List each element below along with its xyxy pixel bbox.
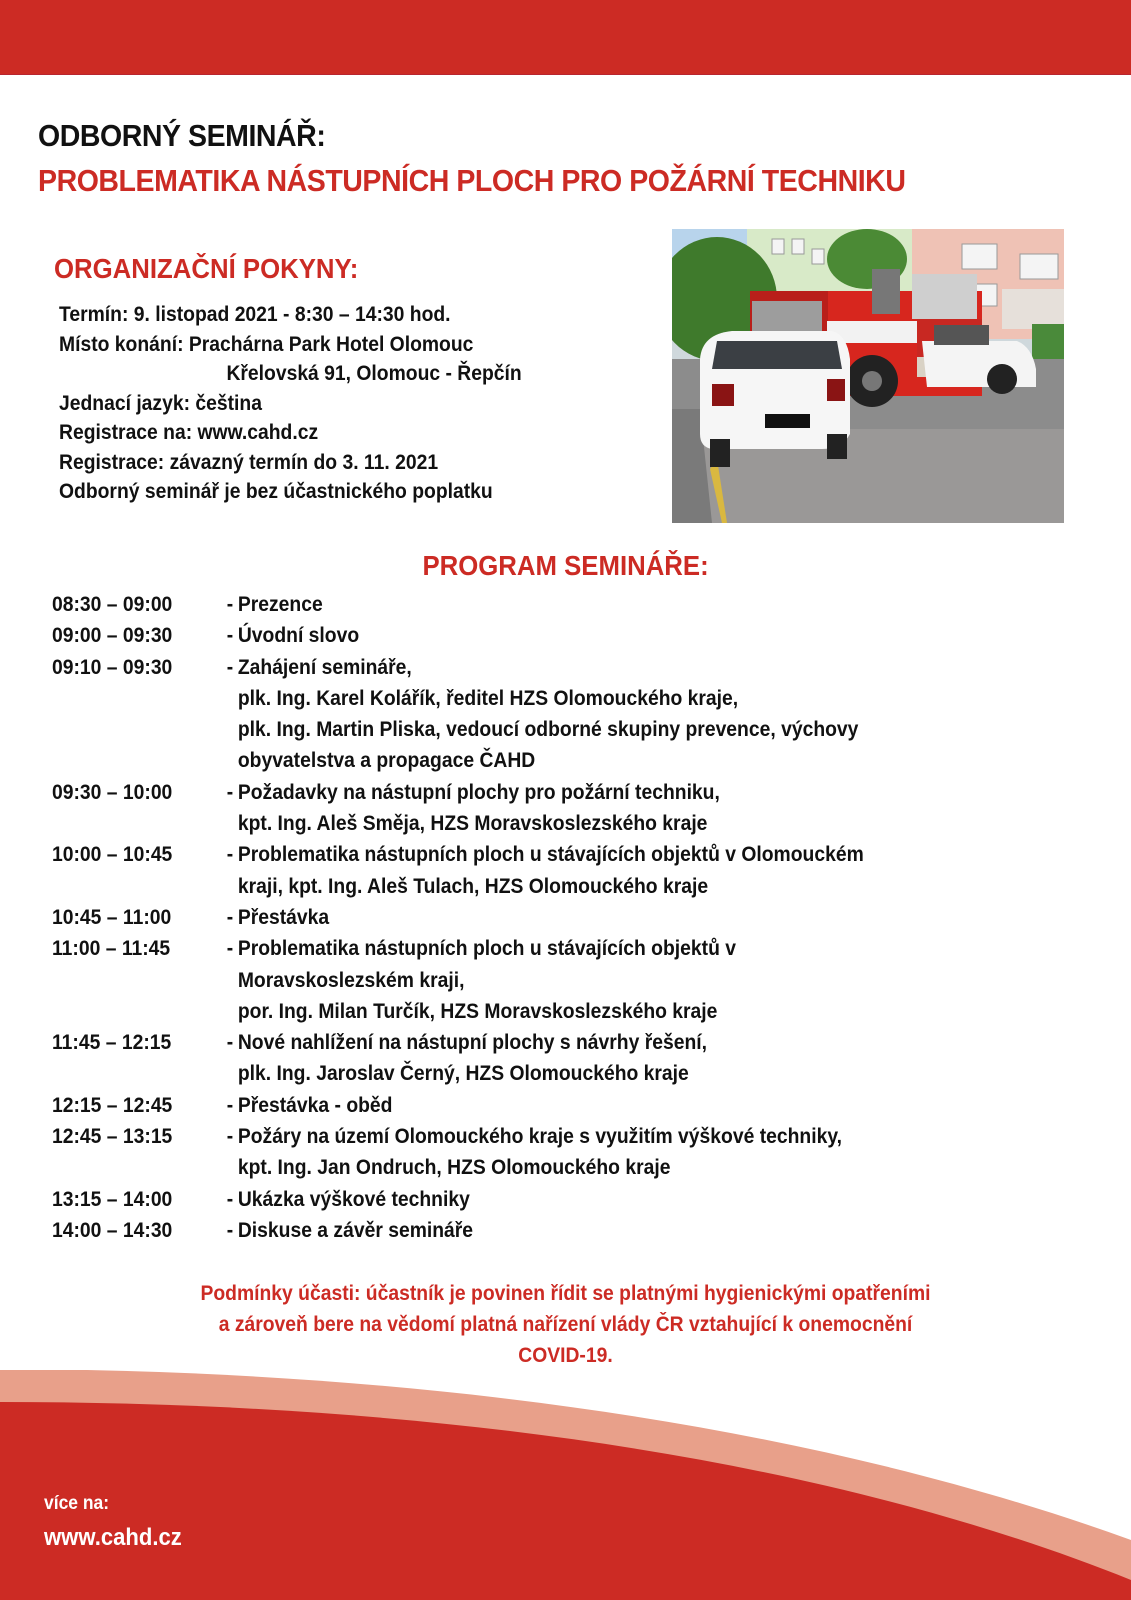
program-item-separator: -: [226, 1218, 234, 1242]
program-item-description: [238, 902, 329, 933]
program-item-description: [238, 620, 359, 651]
program-item-separator: -: [226, 843, 234, 867]
program-item: [52, 902, 864, 933]
program-item-time: 08:30 – 09:00: [52, 593, 173, 616]
program-item-line: Prezence: [237, 593, 323, 616]
program-item-separator: -: [226, 655, 234, 679]
program-item-line: Problematika nástupních ploch u stávajících objektů v: [237, 937, 736, 961]
program-item-time: 12:45 – 13:15: [52, 1125, 173, 1149]
program-item-separator: -: [226, 1031, 234, 1055]
program-item-line: Úvodní slovo: [237, 624, 360, 648]
top-red-band: [0, 0, 1131, 75]
program-item-separator: -: [226, 905, 234, 929]
program-item-description: [238, 589, 323, 620]
program-item-line: Přestávka: [237, 905, 330, 929]
program-item-line: plk. Ing. Martin Pliska, vedoucí odborné skupiny prevence, výchovy: [237, 718, 859, 742]
program-list: [52, 589, 864, 1246]
program-item-time: 10:00 – 10:45: [52, 843, 173, 867]
program-item-line: Požáry na území Olomouckého kraje s využitím výškové techniky,: [237, 1125, 843, 1149]
program-item: [52, 839, 864, 902]
program-item: [52, 1027, 864, 1090]
program-item-separator: -: [226, 780, 234, 804]
program-item-separator: -: [226, 1187, 234, 1211]
program-item-line: Ukázka výškové techniky: [237, 1187, 470, 1211]
program-item-time: 09:30 – 10:00: [52, 780, 173, 804]
program-heading: [0, 550, 1131, 582]
program-item-line: plk. Ing. Jaroslav Černý, HZS Olomouckého kraje: [237, 1062, 689, 1086]
org-line-registration-deadline: Registrace: závazný termín do 3. 11. 2021: [59, 450, 439, 474]
participation-conditions: [0, 1278, 1131, 1371]
program-item-line: por. Ing. Milan Turčík, HZS Moravskoslezského kraje: [237, 999, 718, 1023]
program-item-time: 14:00 – 14:30: [52, 1218, 173, 1242]
program-item: [52, 1090, 864, 1121]
program-item-line: kpt. Ing. Aleš Směja, HZS Moravskoslezského kraje: [237, 812, 708, 836]
program-item-line: Přestávka - oběd: [237, 1093, 393, 1117]
program-item-line: Zahájení semináře,: [237, 655, 412, 679]
program-item-description: [238, 1090, 393, 1121]
program-item-line: plk. Ing. Karel Kolářík, ředitel HZS Olomouckého kraje,: [237, 686, 739, 710]
program-item: [52, 933, 864, 1027]
program-item-separator: -: [226, 624, 234, 648]
footer-url-link[interactable]: www.cahd.cz: [44, 1524, 182, 1551]
org-line-fee: Odborný seminář je bez účastnického poplatku: [59, 480, 493, 503]
program-item-description: [238, 652, 859, 777]
org-line-language: Jednací jazyk: čeština: [59, 391, 262, 415]
program-item-description: [238, 1027, 707, 1090]
conditions-line-1: Podmínky účasti: účastník je povinen řídit se platnými hygienickými opatřeními: [200, 1282, 931, 1305]
program-item-description: [238, 839, 864, 902]
title-line-2: PROBLEMATIKA NÁSTUPNÍCH PLOCH PRO POŽÁRNÍ TECHNIKU: [38, 163, 906, 198]
program-item-line: Požadavky na nástupní plochy pro požární techniku,: [237, 780, 720, 804]
program-item-time: 09:00 – 09:30: [52, 624, 173, 648]
program-item-time: 11:45 – 12:15: [52, 1031, 172, 1055]
program-item: [52, 1121, 864, 1184]
program-item-line: Diskuse a závěr semináře: [237, 1218, 474, 1242]
fire-truck-photo: [672, 229, 1064, 523]
program-item-description: [238, 1184, 470, 1215]
program-item-line: Problematika nástupních ploch u stávajících objektů v Olomouckém: [237, 843, 864, 867]
program-item: [52, 777, 864, 840]
program-item-line: kpt. Ing. Jan Ondruch, HZS Olomouckého kraje: [237, 1156, 671, 1180]
program-item-line: kraji, kpt. Ing. Aleš Tulach, HZS Olomouckého kraje: [237, 874, 709, 898]
program-item: [52, 620, 864, 651]
fire-truck-photo-illustration: [672, 229, 1064, 523]
program-heading-text: PROGRAM SEMINÁŘE:: [422, 550, 709, 581]
program-item-line: obyvatelstva a propagace ČAHD: [237, 749, 536, 773]
organization-heading: ORGANIZAČNÍ POKYNY:: [54, 253, 359, 284]
program-item-line: Moravskoslezském kraji,: [237, 968, 465, 992]
conditions-line-2: a zároveň bere na vědomí platná nařízení vlády ČR vztahující k onemocnění: [218, 1313, 913, 1336]
program-item-line: Nové nahlížení na nástupní plochy s návrhy řešení,: [237, 1031, 708, 1055]
conditions-line-3: COVID-19.: [518, 1344, 613, 1367]
org-line-registration-url: Registrace na: www.cahd.cz: [59, 421, 319, 444]
program-item: [52, 652, 864, 777]
org-line-address: Křelovská 91, Olomouc - Řepčín: [226, 362, 522, 385]
organization-list: [59, 300, 522, 507]
program-item-time: 12:15 – 12:45: [52, 1093, 173, 1117]
program-item-description: [238, 1121, 842, 1184]
program-item-description: [238, 777, 720, 840]
program-item-description: [238, 933, 736, 1027]
org-line-date: Termín: 9. listopad 2021 - 8:30 – 14:30 hod.: [59, 303, 451, 326]
program-item-description: [238, 1215, 473, 1246]
program-item-separator: -: [226, 1125, 234, 1149]
footer-more-label: více na:: [44, 1493, 110, 1514]
org-line-venue: Místo konání: Prachárna Park Hotel Olomouc: [59, 332, 474, 356]
program-item-separator: -: [226, 937, 234, 961]
program-item-separator: -: [226, 1093, 234, 1117]
program-item-time: 09:10 – 09:30: [52, 655, 173, 679]
program-item-time: 11:00 – 11:45: [52, 937, 171, 961]
program-item: [52, 589, 864, 620]
program-item-time: 13:15 – 14:00: [52, 1187, 173, 1211]
title-line-1: ODBORNÝ SEMINÁŘ:: [38, 118, 326, 153]
footer-wave: [0, 1370, 1131, 1600]
program-item: [52, 1215, 864, 1246]
program-item: [52, 1184, 864, 1215]
program-item-separator: -: [226, 593, 234, 616]
program-item-time: 10:45 – 11:00: [52, 905, 172, 929]
